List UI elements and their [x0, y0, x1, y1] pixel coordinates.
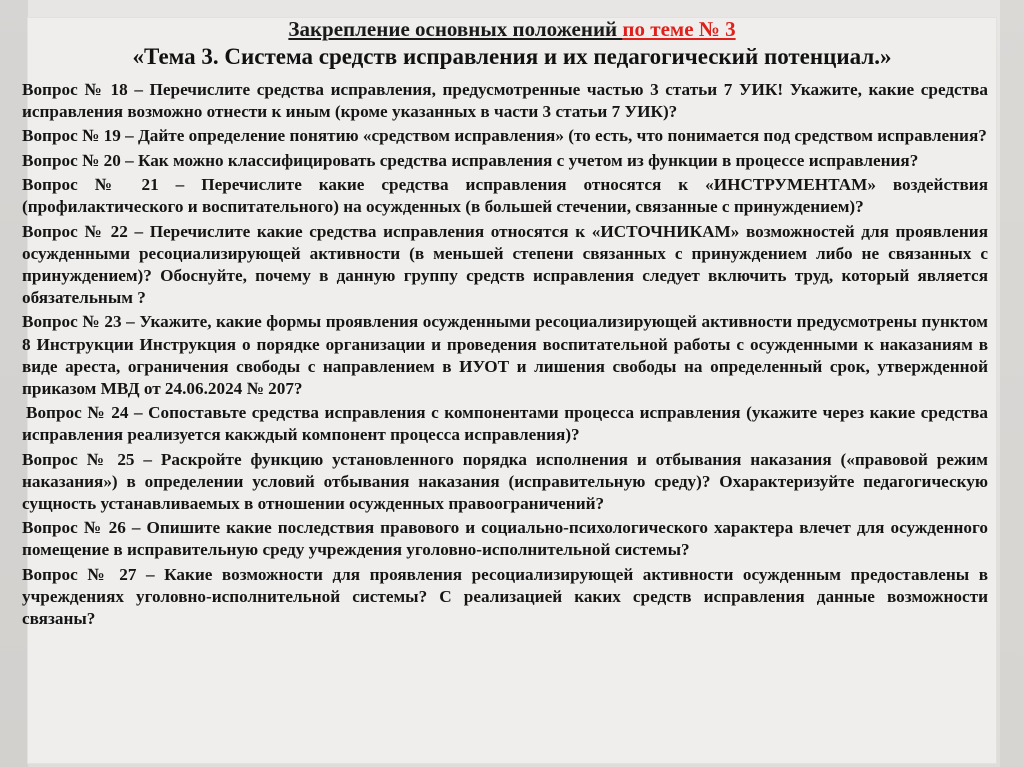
slide-title — [0, 16, 1024, 42]
question-26: Вопрос № 26 – Опишите какие последствия правового и социально-психологического характера влечет для осужденного помещение в исправительную среду учреждения уголовно-исполнительной системы? — [22, 518, 988, 560]
topic-title: «Тема 3. Система средств исправления и их педагогический потенциал.» — [132, 44, 892, 69]
question-25: Вопрос № 25 – Раскройте функцию установленного порядка исполнения и отбывания наказания («правовой режим наказания») в определении условий отбывания наказания (исправительную среду)? Охарактеризуйте педагогическую сущность устанавливаемых в отношении осужденных правоограничений? — [22, 449, 988, 513]
right-edge-decoration — [1000, 0, 1024, 767]
slide-header — [0, 16, 1024, 71]
question-27: Вопрос № 27 – Какие возможности для проявления ресоциализирующей активности осужденным предоставлены в учреждениях уголовно-исполнительной системы? С реализацией каких средств исправления данные возможности связаны? — [22, 564, 988, 628]
question-22: Вопрос № 22 – Перечислите какие средства исправления относятся к «ИСТОЧНИКАМ» возможностей для проявления осужденными ресоциализирующей активности (в меньшей степени связанных с принуждением либо не связанных с принуждением)? Обоснуйте, почему в данную группу средств исправления следует включить труд, который является обязательным ? — [22, 221, 988, 308]
question-list — [22, 79, 988, 632]
question-23: Вопрос № 23 – Укажите, какие формы проявления осужденными ресоциализирующей активности предусмотрены пунктом 8 Инструкции Инструкция о порядке организации и проведения воспитательной работы с осужденными к наказаниям в виде ареста, ограничения свободы с направлением в ИУОТ и лишения свободы на определенный срок, утвержденной приказом МВД от 24.06.2024 № 207? — [22, 312, 988, 398]
title-accent: по теме № 3 — [622, 17, 736, 41]
question-21: Вопрос № 21 – Перечислите какие средства исправления относятся к «ИНСТРУМЕНТАМ» воздействия (профилактического и воспитательного) на осужденных (в большей стечении, связанные с принуждением)? — [22, 175, 988, 217]
title-main: Закрепление основных положений — [288, 17, 623, 41]
question-20: Вопрос № 20 – Как можно классифицировать средства исправления с учетом из функции в процессе исправления? — [22, 150, 919, 170]
question-18: Вопрос № 18 – Перечислите средства исправления, предусмотренные частью 3 статьи 7 УИК! Укажите, какие средства исправления возможно отнести к иным (кроме указанных в части 3 статьи 7 УИК)? — [22, 80, 988, 122]
question-24: Вопрос № 24 – Сопоставьте средства исправления с компонентами процесса исправления (укажите через какие средства исправления реализуется какждый компонент процесса исправления)? — [22, 403, 988, 445]
question-19: Вопрос № 19 – Дайте определение понятию «средством исправления» (то есть, что понимается под средством исправления? — [22, 126, 987, 146]
